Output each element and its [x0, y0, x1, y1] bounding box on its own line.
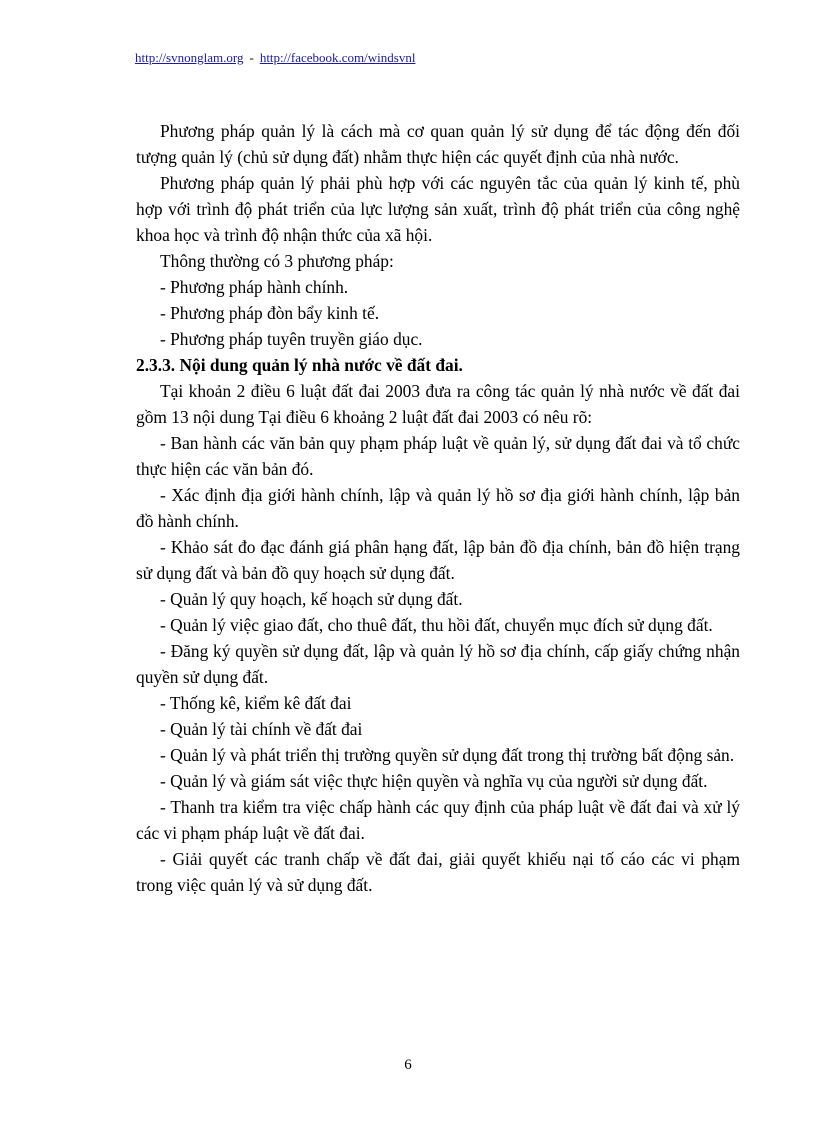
page-number: 6 [404, 1057, 412, 1073]
header-link-facebook[interactable]: http://facebook.com/windsvnl [259, 50, 416, 65]
paragraph-requirements: Phương pháp quản lý phải phù hợp với các nguyên tắc của quản lý kinh tế, phù hợp với trình độ phát triển của lực lượng sản xuất, trình độ phát triển của công nghệ khoa học và trình độ nhận thức của xã hội. [136, 173, 740, 245]
paragraph-law-intro: Tại khoản 2 điều 6 luật đất đai 2003 đưa ra công tác quản lý nhà nước về đất đai gồm 13 nội dung Tại điều 6 khoảng 2 luật đất đai 2003 có nêu rõ: [136, 381, 740, 427]
list-item: - Thống kê, kiểm kê đất đai [160, 693, 352, 713]
list-item: - Đăng ký quyền sử dụng đất, lập và quản lý hồ sơ địa chính, cấp giấy chứng nhận quyền sử dụng đất. [136, 641, 740, 687]
list-item: - Quản lý việc giao đất, cho thuê đất, thu hồi đất, chuyển mục đích sử dụng đất. [160, 615, 713, 635]
list-item: - Thanh tra kiểm tra việc chấp hành các quy định của pháp luật về đất đai và xử lý các vi phạm pháp luật về đất đai. [136, 797, 740, 843]
list-item: - Quản lý tài chính về đất đai [160, 719, 363, 739]
header-link-svnonglam[interactable]: http://svnonglam.org [135, 50, 244, 65]
list-item: - Phương pháp hành chính. [160, 277, 349, 297]
header-separator: - [249, 50, 254, 65]
paragraph-definition: Phương pháp quản lý là cách mà cơ quan quản lý sử dụng để tác động đến đối tượng quản lý (chủ sử dụng đất) nhằm thực hiện các quyết định của nhà nước. [136, 121, 740, 167]
list-item: - Ban hành các văn bản quy phạm pháp luật về quản lý, sử dụng đất đai và tổ chức thực hiện các văn bản đó. [136, 433, 740, 479]
list-item: - Giải quyết các tranh chấp về đất đai, giải quyết khiếu nại tố cáo các vi phạm trong việc quản lý và sử dụng đất. [136, 849, 740, 895]
list-item: - Xác định địa giới hành chính, lập và quản lý hồ sơ địa giới hành chính, lập bản đồ hành chính. [136, 485, 740, 531]
list-item: - Khảo sát đo đạc đánh giá phân hạng đất, lập bản đồ địa chính, bản đồ hiện trạng sử dụng đất và bản đồ quy hoạch sử dụng đất. [136, 537, 740, 583]
paragraph-methods-intro: Thông thường có 3 phương pháp: [160, 251, 394, 271]
list-item: - Phương pháp tuyên truyền giáo dục. [160, 329, 423, 349]
list-item: - Quản lý và giám sát việc thực hiện quyền và nghĩa vụ của người sử dụng đất. [160, 771, 708, 791]
list-item: - Quản lý và phát triển thị trường quyền sử dụng đất trong thị trường bất động sản. [160, 745, 735, 765]
section-heading: 2.3.3. Nội dung quản lý nhà nước về đất đai. [136, 355, 463, 375]
page-header [135, 50, 415, 66]
list-item: - Phương pháp đòn bẩy kinh tế. [160, 303, 380, 323]
list-item: - Quản lý quy hoạch, kế hoạch sử dụng đất. [160, 589, 463, 609]
document-body [136, 118, 740, 898]
